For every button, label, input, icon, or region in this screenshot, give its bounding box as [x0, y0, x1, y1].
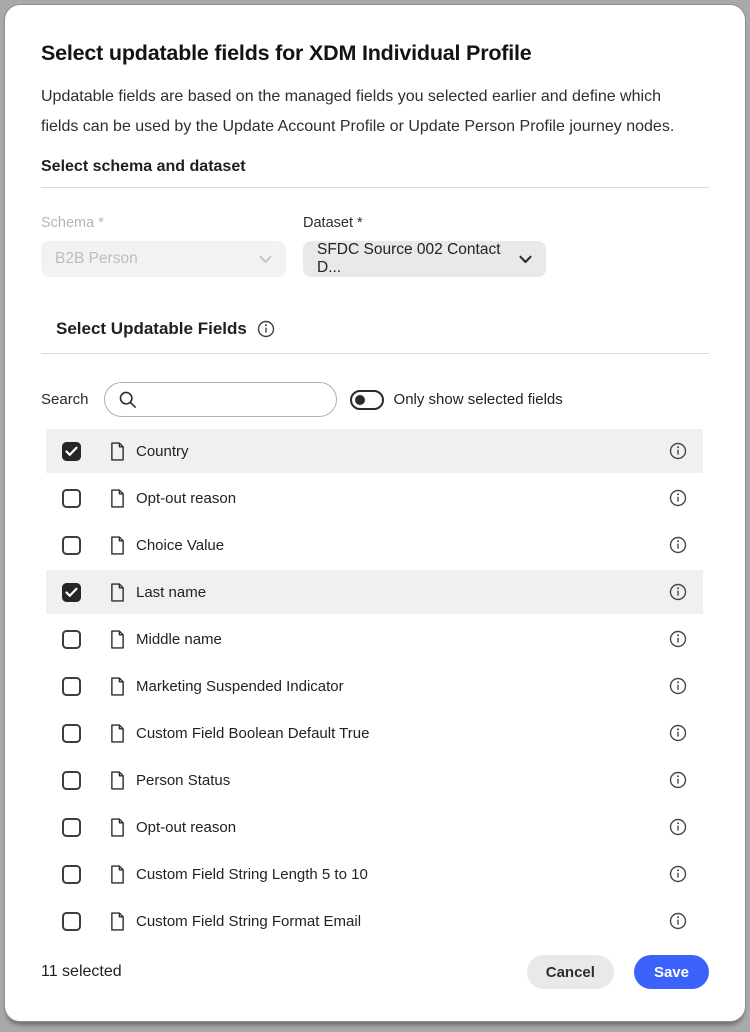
search-field[interactable]: [104, 382, 337, 417]
info-icon[interactable]: [669, 630, 687, 648]
schema-select-value: B2B Person: [55, 250, 138, 267]
schema-dataset-form: [41, 215, 709, 277]
info-icon[interactable]: [669, 677, 687, 695]
dataset-label: [303, 215, 546, 231]
field-row[interactable]: [46, 899, 703, 943]
only-selected-toggle-label: Only show selected fields: [393, 391, 563, 408]
document-icon: [110, 489, 125, 508]
dataset-select[interactable]: [303, 241, 546, 277]
field-checkbox[interactable]: [62, 912, 81, 931]
updatable-fields-title: Select Updatable Fields: [56, 319, 247, 338]
schema-dataset-section-title: Select schema and dataset: [41, 158, 246, 175]
field-label: Choice Value: [136, 536, 225, 554]
field-checkbox[interactable]: [62, 536, 81, 555]
search-icon: [118, 390, 137, 409]
info-icon[interactable]: [669, 865, 687, 883]
field-label: Last name: [136, 583, 207, 601]
cancel-button[interactable]: Cancel: [527, 955, 614, 989]
field-label: Person Status: [136, 771, 231, 789]
section-divider: [41, 187, 709, 188]
document-icon: [110, 677, 125, 696]
field-row[interactable]: [46, 476, 703, 520]
schema-label-text: Schema: [41, 215, 95, 231]
field-row[interactable]: [46, 758, 703, 802]
document-icon: [110, 536, 125, 555]
document-icon: [110, 912, 125, 931]
document-icon: [110, 583, 125, 602]
document-icon: [110, 442, 125, 461]
document-icon: [110, 771, 125, 790]
field-row[interactable]: [46, 711, 703, 755]
schema-required-marker: *: [98, 215, 104, 231]
schema-select: [41, 241, 286, 277]
field-label: Country: [136, 442, 189, 460]
field-row[interactable]: [46, 664, 703, 708]
field-row[interactable]: [46, 523, 703, 567]
document-icon: [110, 630, 125, 649]
field-checkbox[interactable]: [62, 771, 81, 790]
description-line-2: fields can be used by the Update Account Profile or Update Person Profile journey nodes.: [41, 118, 675, 135]
info-icon[interactable]: [669, 818, 687, 836]
fields-divider: [41, 353, 709, 354]
dataset-select-value: SFDC Source 002 Contact D...: [317, 241, 501, 276]
toggle-knob: [355, 395, 365, 405]
document-icon: [110, 818, 125, 837]
field-checkbox[interactable]: [62, 724, 81, 743]
schema-field-group: [41, 215, 286, 277]
dataset-required-marker: *: [357, 215, 363, 231]
search-input[interactable]: [145, 383, 336, 416]
select-updatable-fields-dialog: [4, 4, 746, 1022]
field-checkbox[interactable]: [62, 865, 81, 884]
chevron-down-icon: [519, 255, 532, 264]
schema-label: [41, 215, 286, 231]
info-icon[interactable]: [669, 724, 687, 742]
info-icon[interactable]: [669, 442, 687, 460]
field-label: Custom Field Boolean Default True: [136, 724, 370, 742]
document-icon: [110, 724, 125, 743]
field-checkbox[interactable]: [62, 677, 81, 696]
search-label: Search: [41, 391, 89, 408]
chevron-down-icon: [259, 255, 272, 264]
info-icon[interactable]: [669, 583, 687, 601]
field-label: Marketing Suspended Indicator: [136, 677, 344, 695]
field-label: Custom Field String Format Email: [136, 912, 362, 930]
field-label: Custom Field String Length 5 to 10: [136, 865, 368, 883]
field-checkbox[interactable]: [62, 818, 81, 837]
field-label: Opt-out reason: [136, 489, 237, 507]
dataset-field-group: [303, 215, 546, 277]
field-checkbox[interactable]: [62, 583, 81, 602]
field-row[interactable]: [46, 852, 703, 896]
info-icon[interactable]: [257, 320, 275, 338]
info-icon[interactable]: [669, 771, 687, 789]
field-row[interactable]: [46, 805, 703, 849]
info-icon[interactable]: [669, 536, 687, 554]
document-icon: [110, 865, 125, 884]
info-icon[interactable]: [669, 912, 687, 930]
dialog-footer: [41, 955, 709, 989]
dialog-title: Select updatable fields for XDM Individual Profile: [41, 41, 532, 65]
field-row[interactable]: [46, 570, 703, 614]
field-list: [46, 429, 703, 930]
field-checkbox[interactable]: [62, 442, 81, 461]
dataset-label-text: Dataset: [303, 215, 353, 231]
field-label: Opt-out reason: [136, 818, 237, 836]
search-row: [41, 382, 709, 417]
field-checkbox[interactable]: [62, 630, 81, 649]
field-label: Middle name: [136, 630, 222, 648]
only-selected-toggle[interactable]: [350, 390, 384, 410]
info-icon[interactable]: [669, 489, 687, 507]
description-line-1: Updatable fields are based on the managed fields you selected earlier and define which: [41, 88, 661, 105]
field-row[interactable]: [46, 617, 703, 661]
field-checkbox[interactable]: [62, 489, 81, 508]
save-button[interactable]: Save: [634, 955, 709, 989]
dialog-description: [41, 82, 709, 142]
updatable-fields-heading: [41, 319, 709, 339]
field-row[interactable]: [46, 429, 703, 473]
selected-count: 11 selected: [41, 963, 122, 980]
